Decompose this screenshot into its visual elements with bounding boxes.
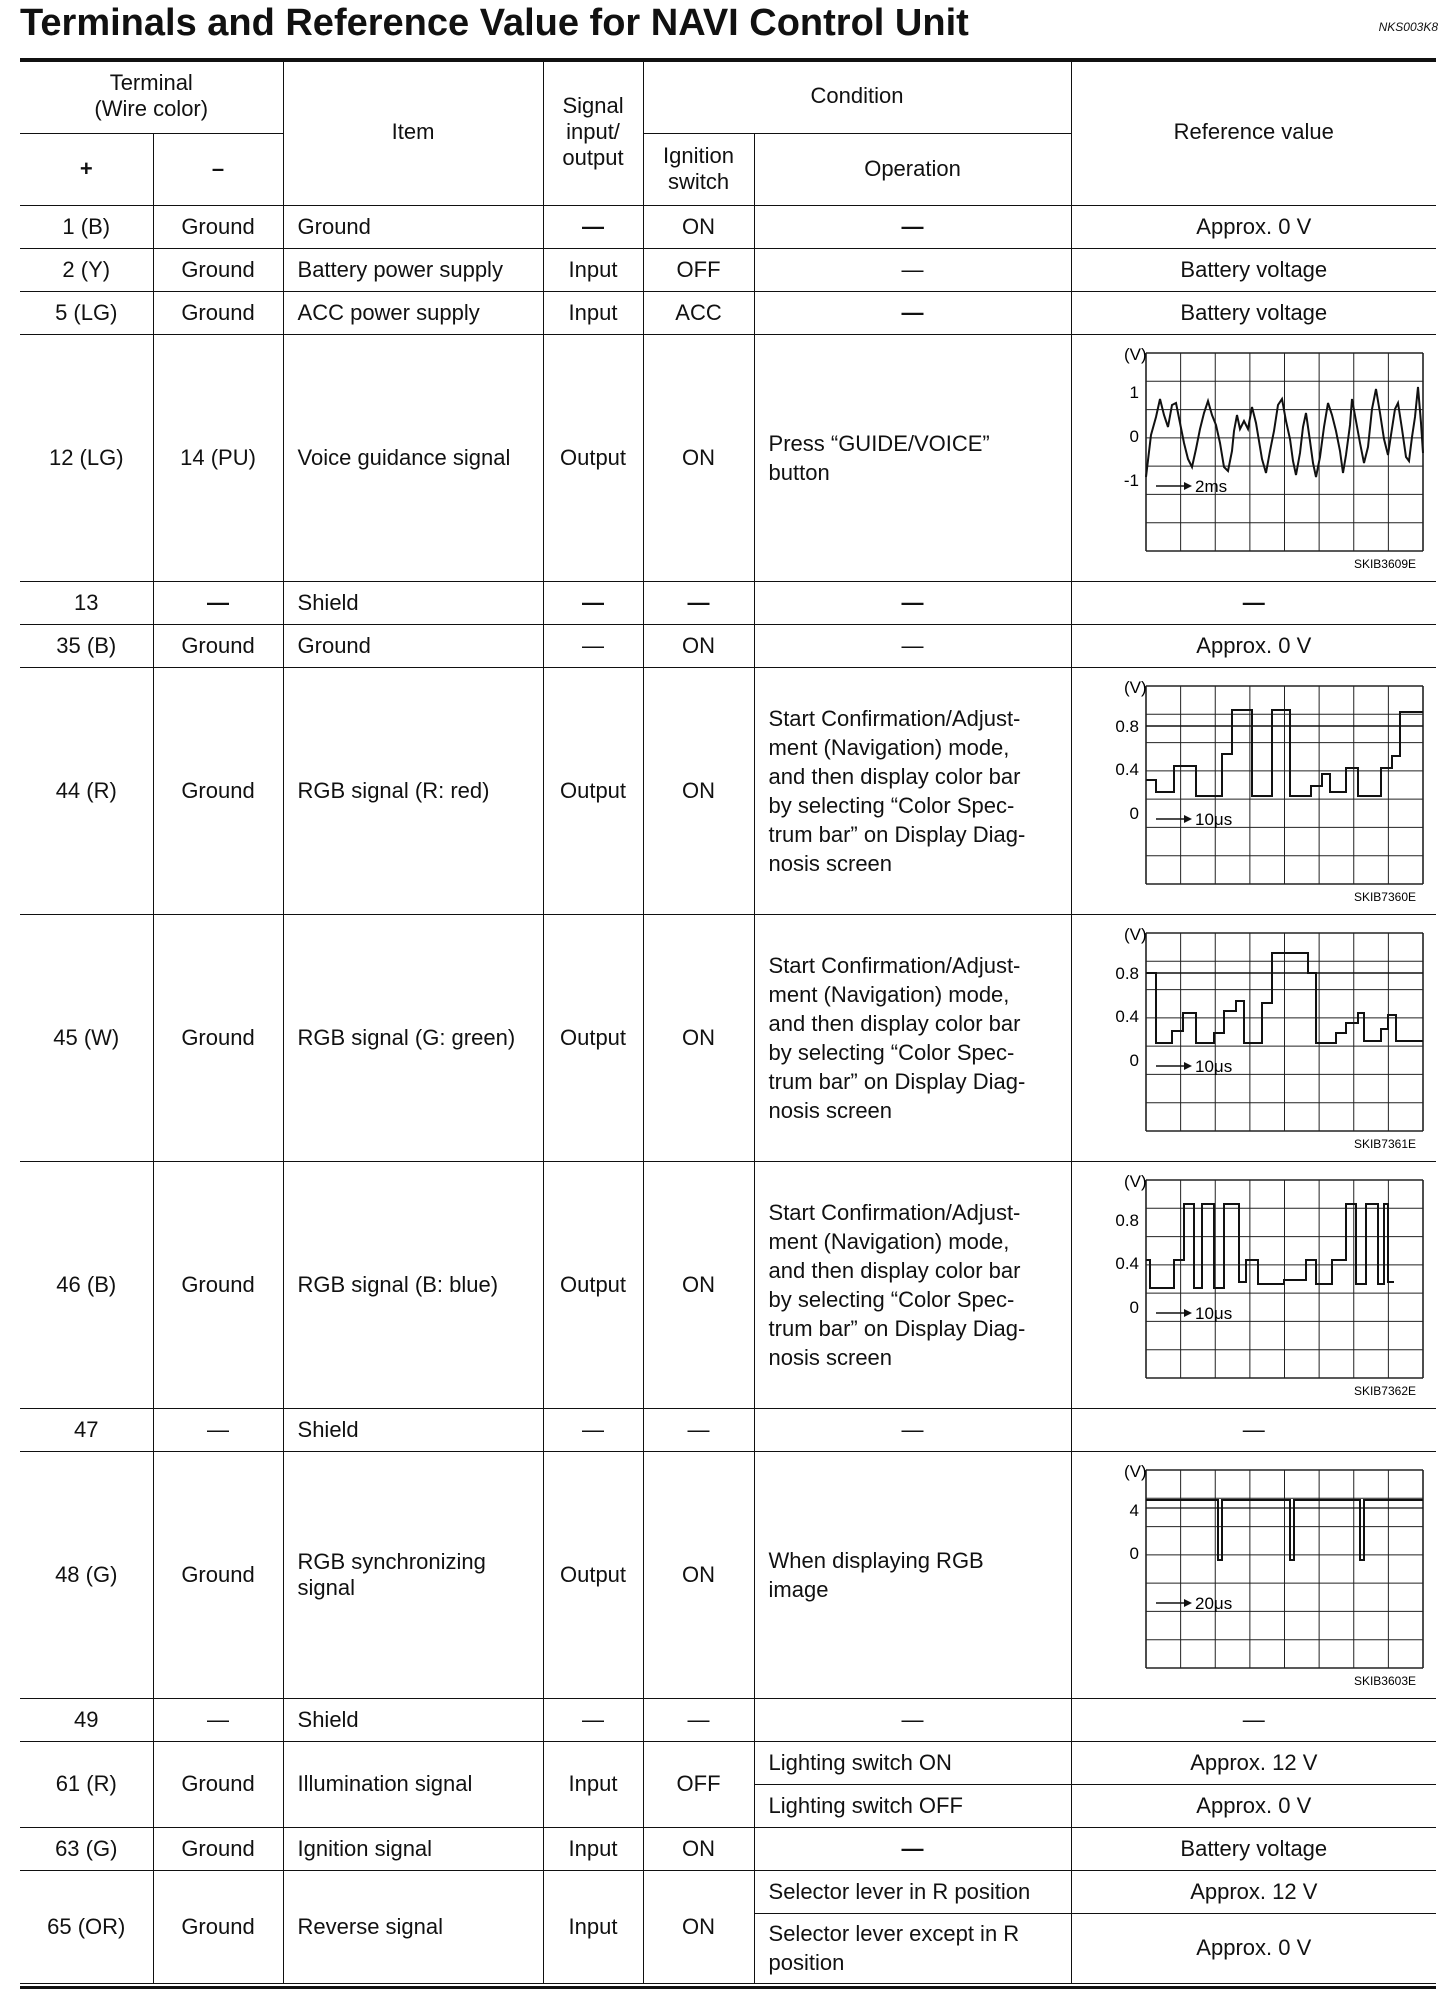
terminal-plus: 2 (Y) bbox=[20, 248, 153, 291]
ignition: ON bbox=[643, 624, 754, 667]
ignition: OFF bbox=[643, 1741, 754, 1827]
item: Ignition signal bbox=[283, 1827, 543, 1870]
terminal-plus: 49 bbox=[20, 1698, 153, 1741]
ignition: ON bbox=[643, 1870, 754, 1983]
y-tick: 0 bbox=[1129, 1050, 1139, 1070]
arrow-head bbox=[1184, 1599, 1192, 1607]
terminal-minus: Ground bbox=[153, 667, 283, 914]
header-minus: – bbox=[153, 133, 283, 205]
time-scale: 10μs bbox=[1194, 1056, 1232, 1076]
red-waveform bbox=[1084, 676, 1424, 906]
terminal-minus: Ground bbox=[153, 1451, 283, 1698]
ignition: ACC bbox=[643, 291, 754, 334]
terminal-plus: 47 bbox=[20, 1408, 153, 1451]
waveform-unit: (V) bbox=[1123, 1171, 1147, 1191]
operation: Start Confirmation/Adjust- ment (Navigation) mode, and then display color bar by selecting “Color Spec- trum bar” on Display Diag- nosis screen bbox=[754, 667, 1071, 914]
figure-id: SKIB3609E bbox=[1353, 556, 1416, 571]
terminal-plus: 46 (B) bbox=[20, 1161, 153, 1408]
y-tick: 0.4 bbox=[1115, 1253, 1139, 1273]
operation: Lighting switch OFF bbox=[754, 1784, 1071, 1827]
terminal-minus: — bbox=[153, 1408, 283, 1451]
terminal-minus: — bbox=[153, 581, 283, 624]
ignition: ON bbox=[643, 667, 754, 914]
time-scale: 10μs bbox=[1194, 809, 1232, 829]
sync-waveform bbox=[1084, 1460, 1424, 1690]
reference-value: Battery voltage bbox=[1071, 1827, 1436, 1870]
reference-value: Approx. 12 V bbox=[1071, 1870, 1436, 1913]
reference-waveform bbox=[1071, 914, 1436, 1161]
item: Shield bbox=[283, 1408, 543, 1451]
reference-value: — bbox=[1071, 1698, 1436, 1741]
signal-io: Output bbox=[543, 334, 643, 581]
operation: — bbox=[754, 624, 1071, 667]
y-tick: 0.8 bbox=[1115, 963, 1139, 983]
terminal-minus: Ground bbox=[153, 291, 283, 334]
terminal-plus: 45 (W) bbox=[20, 914, 153, 1161]
item: RGB signal (R: red) bbox=[283, 667, 543, 914]
signal-io: Output bbox=[543, 667, 643, 914]
ignition: ON bbox=[643, 1451, 754, 1698]
figure-id: SKIB7361E bbox=[1353, 1136, 1416, 1151]
operation: — bbox=[754, 205, 1071, 248]
ignition: — bbox=[643, 1698, 754, 1741]
page-title: Terminals and Reference Value for NAVI Control Unit bbox=[20, 2, 969, 44]
signal-io: Input bbox=[543, 291, 643, 334]
table-row bbox=[20, 1870, 1436, 1913]
table-row bbox=[20, 667, 1436, 914]
y-tick: 0.4 bbox=[1115, 759, 1139, 779]
item: Voice guidance signal bbox=[283, 334, 543, 581]
arrow-head bbox=[1184, 482, 1192, 490]
signal-io: Output bbox=[543, 1451, 643, 1698]
item: Ground bbox=[283, 205, 543, 248]
table-row bbox=[20, 1827, 1436, 1870]
y-tick: 0.8 bbox=[1115, 716, 1139, 736]
y-tick: 0 bbox=[1129, 1297, 1139, 1317]
waveform-trace bbox=[1146, 1204, 1394, 1288]
terminal-plus: 63 (G) bbox=[20, 1827, 153, 1870]
y-tick: 0 bbox=[1129, 803, 1139, 823]
waveform-grid bbox=[1146, 353, 1423, 551]
header-signal-io: Signal input/ output bbox=[543, 60, 643, 205]
reference-value: Approx. 0 V bbox=[1071, 1784, 1436, 1827]
table-row bbox=[20, 248, 1436, 291]
figure-id: SKIB7360E bbox=[1353, 889, 1416, 904]
terminal-minus: Ground bbox=[153, 1870, 283, 1983]
item: Ground bbox=[283, 624, 543, 667]
table-row bbox=[20, 1161, 1436, 1408]
operation: Lighting switch ON bbox=[754, 1741, 1071, 1784]
terminal-plus: 35 (B) bbox=[20, 624, 153, 667]
terminal-minus: Ground bbox=[153, 624, 283, 667]
signal-io: Output bbox=[543, 914, 643, 1161]
waveform-unit: (V) bbox=[1123, 1461, 1147, 1481]
ignition: — bbox=[643, 581, 754, 624]
table-row bbox=[20, 1408, 1436, 1451]
item: Shield bbox=[283, 581, 543, 624]
header-operation: Operation bbox=[754, 133, 1071, 205]
reference-waveform bbox=[1071, 667, 1436, 914]
figure-id: SKIB3603E bbox=[1353, 1673, 1416, 1688]
time-scale: 20μs bbox=[1194, 1593, 1232, 1613]
reference-waveform bbox=[1071, 1451, 1436, 1698]
arrow-head bbox=[1184, 1062, 1192, 1070]
terminal-plus: 5 (LG) bbox=[20, 291, 153, 334]
terminal-plus: 13 bbox=[20, 581, 153, 624]
terminal-minus: 14 (PU) bbox=[153, 334, 283, 581]
item: Battery power supply bbox=[283, 248, 543, 291]
y-tick: 1 bbox=[1129, 382, 1139, 402]
reference-value: Approx. 12 V bbox=[1071, 1741, 1436, 1784]
ignition: ON bbox=[643, 334, 754, 581]
terminal-minus: Ground bbox=[153, 1741, 283, 1827]
reference-value: Approx. 0 V bbox=[1071, 624, 1436, 667]
operation: Start Confirmation/Adjust- ment (Navigation) mode, and then display color bar by selecting “Color Spec- trum bar” on Display Diag- nosis screen bbox=[754, 914, 1071, 1161]
signal-io: Input bbox=[543, 248, 643, 291]
terminal-plus: 44 (R) bbox=[20, 667, 153, 914]
table-row bbox=[20, 1451, 1436, 1698]
y-tick: 4 bbox=[1129, 1500, 1139, 1520]
header-ignition-switch: Ignition switch bbox=[643, 133, 754, 205]
table-row bbox=[20, 1698, 1436, 1741]
terminal-minus: Ground bbox=[153, 1827, 283, 1870]
item: Illumination signal bbox=[283, 1741, 543, 1827]
time-scale: 10μs bbox=[1194, 1303, 1232, 1323]
y-tick: 0.4 bbox=[1115, 1006, 1139, 1026]
terminal-minus: — bbox=[153, 1698, 283, 1741]
ignition: ON bbox=[643, 205, 754, 248]
y-tick: 0 bbox=[1129, 426, 1139, 446]
table-row bbox=[20, 581, 1436, 624]
table-row bbox=[20, 624, 1436, 667]
operation: Selector lever except in R position bbox=[754, 1913, 1071, 1983]
signal-io: Output bbox=[543, 1161, 643, 1408]
header-item: Item bbox=[283, 60, 543, 205]
y-tick: -1 bbox=[1123, 470, 1139, 490]
terminal-minus: Ground bbox=[153, 914, 283, 1161]
reference-value: Battery voltage bbox=[1071, 291, 1436, 334]
item: Reverse signal bbox=[283, 1870, 543, 1983]
ignition: OFF bbox=[643, 248, 754, 291]
operation: Selector lever in R position bbox=[754, 1870, 1071, 1913]
terminal-plus: 12 (LG) bbox=[20, 334, 153, 581]
item: RGB synchronizing signal bbox=[283, 1451, 543, 1698]
item: ACC power supply bbox=[283, 291, 543, 334]
y-tick: 0 bbox=[1129, 1543, 1139, 1563]
table-row bbox=[20, 914, 1436, 1161]
reference-waveform bbox=[1071, 334, 1436, 581]
reference-value: Approx. 0 V bbox=[1071, 205, 1436, 248]
operation: — bbox=[754, 1698, 1071, 1741]
operation: — bbox=[754, 1827, 1071, 1870]
y-tick: 0.8 bbox=[1115, 1210, 1139, 1230]
time-scale: 2ms bbox=[1194, 476, 1227, 496]
item: RGB signal (B: blue) bbox=[283, 1161, 543, 1408]
signal-io: Input bbox=[543, 1741, 643, 1827]
terminal-plus: 1 (B) bbox=[20, 205, 153, 248]
table-row bbox=[20, 334, 1436, 581]
reference-value: Approx. 0 V bbox=[1071, 1913, 1436, 1983]
ignition: — bbox=[643, 1408, 754, 1451]
arrow-head bbox=[1184, 1309, 1192, 1317]
operation: — bbox=[754, 581, 1071, 624]
signal-io: — bbox=[543, 581, 643, 624]
operation: — bbox=[754, 1408, 1071, 1451]
reference-value: — bbox=[1071, 581, 1436, 624]
header-terminal: Terminal (Wire color) bbox=[20, 60, 283, 133]
header-condition: Condition bbox=[643, 60, 1071, 133]
reference-value: Battery voltage bbox=[1071, 248, 1436, 291]
operation: Press “GUIDE/VOICE” button bbox=[754, 334, 1071, 581]
bottom-rule bbox=[20, 1986, 1436, 1989]
terminal-plus: 48 (G) bbox=[20, 1451, 153, 1698]
signal-io: — bbox=[543, 1698, 643, 1741]
item: RGB signal (G: green) bbox=[283, 914, 543, 1161]
ignition: ON bbox=[643, 1827, 754, 1870]
figure-id: SKIB7362E bbox=[1353, 1383, 1416, 1398]
operation: — bbox=[754, 291, 1071, 334]
voice-waveform bbox=[1084, 343, 1424, 573]
waveform-unit: (V) bbox=[1123, 924, 1147, 944]
operation: Start Confirmation/Adjust- ment (Navigation) mode, and then display color bar by selecting “Color Spec- trum bar” on Display Diag- nosis screen bbox=[754, 1161, 1071, 1408]
terminal-minus: Ground bbox=[153, 205, 283, 248]
waveform-unit: (V) bbox=[1123, 344, 1147, 364]
table-row bbox=[20, 1741, 1436, 1784]
document-code: NKS003K8 bbox=[1378, 20, 1438, 34]
reference-value: — bbox=[1071, 1408, 1436, 1451]
green-waveform bbox=[1084, 923, 1424, 1153]
signal-io: — bbox=[543, 205, 643, 248]
signal-io: — bbox=[543, 1408, 643, 1451]
terminal-minus: Ground bbox=[153, 248, 283, 291]
table-row bbox=[20, 205, 1436, 248]
operation: When displaying RGB image bbox=[754, 1451, 1071, 1698]
waveform-unit: (V) bbox=[1123, 677, 1147, 697]
signal-io: Input bbox=[543, 1870, 643, 1983]
ignition: ON bbox=[643, 914, 754, 1161]
signal-io: Input bbox=[543, 1827, 643, 1870]
operation: — bbox=[754, 248, 1071, 291]
table-row bbox=[20, 291, 1436, 334]
header-plus: + bbox=[20, 133, 153, 205]
signal-io: — bbox=[543, 624, 643, 667]
item: Shield bbox=[283, 1698, 543, 1741]
terminal-plus: 65 (OR) bbox=[20, 1870, 153, 1983]
ignition: ON bbox=[643, 1161, 754, 1408]
arrow-head bbox=[1184, 815, 1192, 823]
terminal-table bbox=[20, 60, 1436, 1984]
terminal-plus: 61 (R) bbox=[20, 1741, 153, 1827]
reference-waveform bbox=[1071, 1161, 1436, 1408]
header-reference-value: Reference value bbox=[1071, 60, 1436, 205]
blue-waveform bbox=[1084, 1170, 1424, 1400]
terminal-minus: Ground bbox=[153, 1161, 283, 1408]
